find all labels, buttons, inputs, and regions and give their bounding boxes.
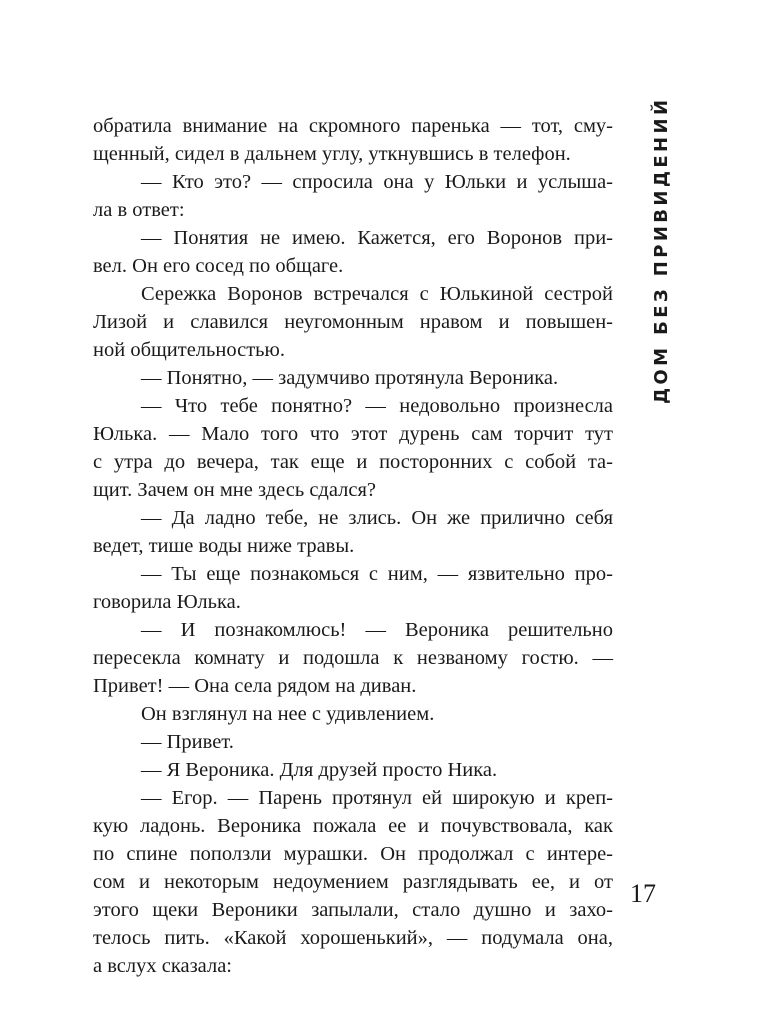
text-line: — Да ладно тебе, не злись. Он же прилично себя — [141, 507, 613, 529]
text-line: — Что тебе понятно? — недовольно произнесла — [141, 395, 613, 417]
text-line: пересекла комнату и подошла к незваному гостю. — — [93, 647, 613, 669]
text-line: Привет! — Она села рядом на диван. — [93, 675, 417, 697]
text-line: щит. Зачем он мне здесь сдался? — [93, 479, 376, 501]
text-line: говорила Юлька. — [93, 591, 241, 613]
text-line: — Понятия не имею. Кажется, его Воронов при- — [141, 227, 613, 249]
text-line: — Я Вероника. Для друзей просто Ника. — [141, 759, 498, 781]
text-line: ла в ответ: — [93, 199, 185, 221]
text-line: вел. Он его сосед по общаге. — [93, 255, 344, 277]
text-line: Лизой и славился неугомонным нравом и повышен- — [93, 311, 613, 333]
text-line: Сережка Воронов встречался с Юлькиной сестрой — [141, 283, 613, 305]
text-line: с утра до вечера, так еще и посторонних с собой та- — [93, 451, 613, 473]
text-line: обратила внимание на скромного паренька — тот, сму- — [93, 115, 613, 137]
text-line: ной общительностью. — [93, 339, 285, 361]
page-number: 17 — [630, 879, 656, 908]
text-line: — И познакомлюсь! — Вероника решительно — [141, 619, 613, 641]
text-line: этого щеки Вероники запылали, стало душно и захо- — [93, 899, 613, 921]
text-line: — Егор. — Парень протянул ей широкую и креп- — [141, 787, 613, 809]
text-line: сом и некоторым недоумением разглядывать ее, и от — [93, 871, 613, 893]
text-line: — Понятно, — задумчиво протянула Вероника. — [141, 367, 559, 389]
text-line: кую ладонь. Вероника пожала ее и почувствовала, как — [93, 815, 613, 837]
text-line: — Ты еще познакомься с ним, — язвительно про- — [141, 563, 613, 585]
text-line: — Привет. — [141, 731, 234, 753]
text-line: Он взглянул на нее с удивлением. — [141, 703, 435, 725]
text-line: — Кто это? — спросила она у Юльки и услыша- — [141, 171, 613, 193]
text-line: а вслух сказала: — [93, 955, 232, 977]
text-line: по спине поползли мурашки. Он продолжал с интере- — [93, 843, 613, 865]
text-line: ведет, тише воды ниже травы. — [93, 535, 355, 557]
text-line: Юлька. — Мало того что этот дурень сам торчит тут — [93, 423, 613, 445]
text-line: щенный, сидел в дальнем углу, уткнувшись в телефон. — [93, 143, 571, 165]
running-head-title: ДОМ БЕЗ ПРИВИДЕНИЙ — [651, 96, 672, 404]
text-line: телось пить. «Какой хорошенький», — подумала она, — [93, 927, 613, 949]
